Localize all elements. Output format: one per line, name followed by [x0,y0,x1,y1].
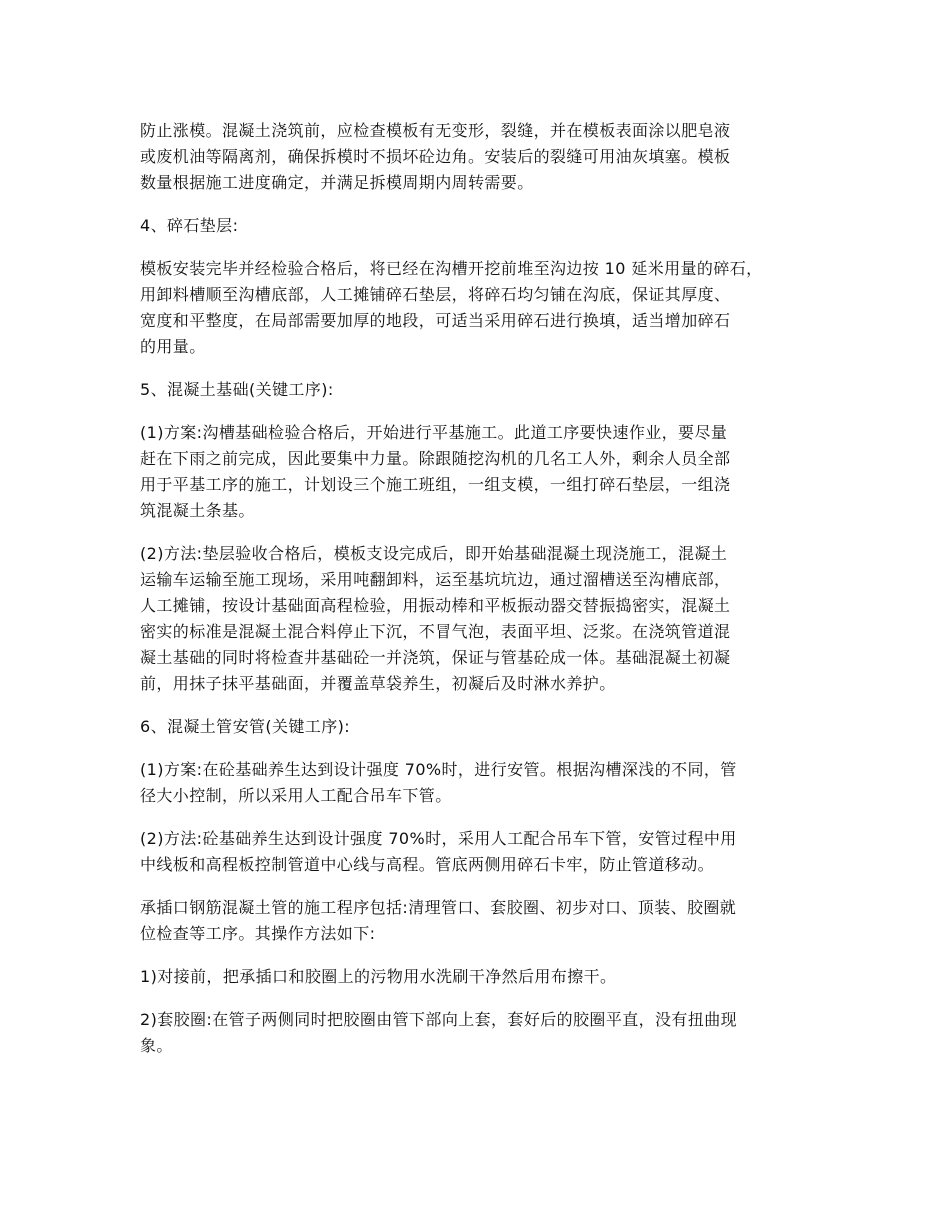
paragraph-step-2 [140,1007,840,1059]
heading-text: 6、混凝土管安管(关键工序): [140,717,351,736]
paragraph-foundation-plan [140,420,840,524]
text-line: 数量根据施工进度确定，并满足拆模周期内周转需要。 [140,173,534,192]
text-line: 承插口钢筋混凝土管的施工程序包括:清理管口、套胶圈、初步对口、顶装、胶圈就 [140,898,737,917]
section-heading-concrete-foundation [140,377,840,403]
text-line: (1)方案:沟槽基础检验合格后，开始进行平基施工。此道工序要快速作业，要尽量 [140,423,728,442]
document-body [140,118,840,1076]
text-line: 人工摊铺，按设计基础面高程检验，用振动棒和平板振动器交替振捣密实，混凝土 [140,596,731,615]
text-line: 径大小控制，所以采用人工配合吊车下管。 [140,786,452,805]
paragraph-gravel-cushion [140,256,840,360]
text-line: 运输车运输至施工现场，采用吨翻卸料，运至基坑坑边，通过溜槽送至沟槽底部， [140,570,731,589]
text-line: 凝土基础的同时将检查井基础砼一并浇筑，保证与管基砼成一体。基础混凝土初凝 [140,648,731,667]
heading-text: 4、碎石垫层: [140,216,239,235]
text-line: 或废机油等隔离剂，确保拆模时不损坏砼边角。安装后的裂缝可用油灰填塞。模板 [140,147,731,166]
section-heading-pipe-installation [140,714,840,740]
text-line: 2)套胶圈:在管子两侧同时把胶圈由管下部向上套，套好后的胶圈平直，没有扭曲现 [140,1010,738,1029]
text-line: (2)方法:砼基础养生达到设计强度 70%时，采用人工配合吊车下管，安管过程中用 [140,829,737,848]
text-line: 模板安装完毕并经检验合格后，将已经在沟槽开挖前堆至沟边按 10 延米用量的碎石， [140,259,763,278]
text-line: 用卸料槽顺至沟槽底部，人工摊铺碎石垫层，将碎石均匀铺在沟底，保证其厚度、 [140,285,731,304]
heading-text: 5、混凝土基础(关键工序): [140,380,334,399]
text-line: 1)对接前，把承插口和胶圈上的污物用水洗刷干净然后用布擦干。 [140,967,617,986]
text-line: 的用量。 [140,337,206,356]
paragraph-step-1 [140,964,840,990]
text-line: 象。 [140,1036,173,1055]
text-line: (2)方法:垫层验收合格后，模板支设完成后，即开始基础混凝土现浇施工，混凝土 [140,544,728,563]
text-line: 用于平基工序的施工，计划设三个施工班组，一组支模，一组打碎石垫层，一组浇 [140,475,731,494]
text-line: 密实的标准是混凝土混合料停止下沉，不冒气泡，表面平坦、泛浆。在浇筑管道混 [140,622,731,641]
paragraph-pipe-plan [140,757,840,809]
paragraph-foundation-method [140,541,840,697]
text-line: 位检查等工序。其操作方法如下: [140,924,376,943]
text-line: 宽度和平整度，在局部需要加厚的地段，可适当采用碎石进行换填，适当增加碎石 [140,311,731,330]
text-line: 前，用抹子抹平基础面，并覆盖草袋养生，初凝后及时淋水养护。 [140,674,616,693]
section-heading-gravel-cushion [140,213,840,239]
paragraph-socket-pipe-procedure [140,895,840,947]
text-line: 赶在下雨之前完成，因此要集中力量。除跟随挖沟机的几名工人外，剩余人员全部 [140,449,731,468]
text-line: 中线板和高程板控制管道中心线与高程。管底两侧用碎石卡牢，防止管道移动。 [140,855,715,874]
paragraph-formwork-end [140,118,840,196]
text-line: 筑混凝土条基。 [140,501,255,520]
text-line: 防止涨模。混凝土浇筑前，应检查模板有无变形，裂缝，并在模板表面涂以肥皂液 [140,121,731,140]
text-line: (1)方案:在砼基础养生达到设计强度 70%时，进行安管。根据沟槽深浅的不同，管 [140,760,737,779]
paragraph-pipe-method [140,826,840,878]
